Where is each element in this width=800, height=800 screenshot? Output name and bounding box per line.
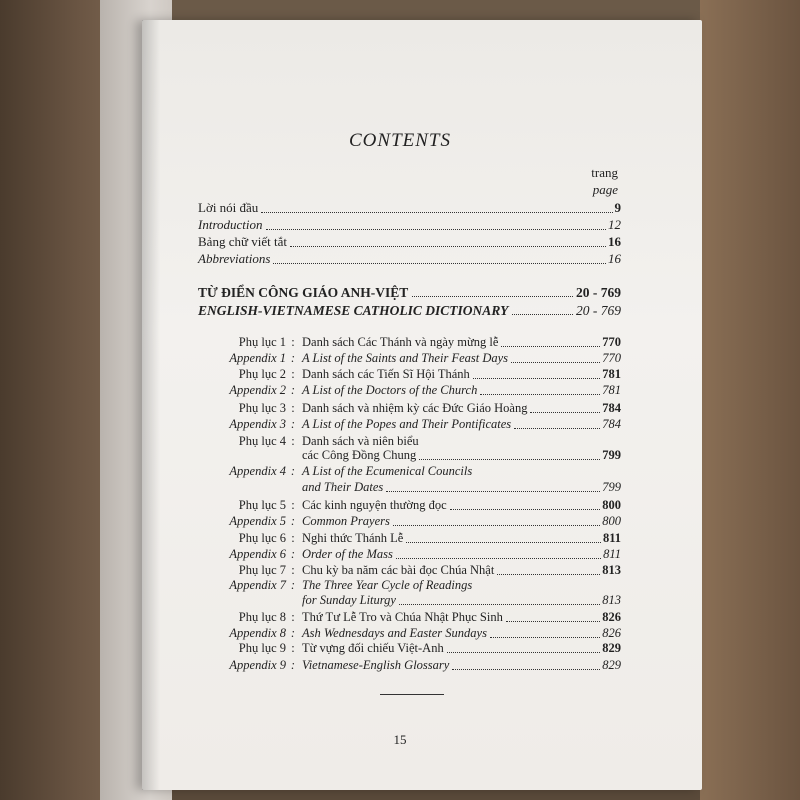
appendix-title: Chu kỳ ba năm các bài đọc Chúa Nhật bbox=[302, 563, 495, 577]
appendix-title: Vietnamese-English Glossary bbox=[302, 658, 450, 672]
appendix-colon: : bbox=[290, 514, 296, 528]
appendix-row bbox=[198, 625, 621, 641]
appendix-row bbox=[198, 513, 621, 529]
photo-background-right bbox=[700, 0, 800, 800]
appendix-colon: : bbox=[291, 335, 295, 349]
appendix-colon: : bbox=[290, 464, 296, 478]
toc-entry-label: TỪ ĐIỂN CÔNG GIÁO ANH-VIỆT bbox=[198, 285, 409, 300]
leader-dots bbox=[266, 229, 606, 230]
toc-entry-page: 12 bbox=[608, 217, 621, 232]
appendix-label: Phụ lục 8 bbox=[238, 610, 286, 624]
appendix-label: Appendix 8 bbox=[229, 626, 286, 640]
appendix-page: 799 bbox=[602, 448, 621, 462]
leader-dots bbox=[273, 263, 606, 264]
appendix-page: 770 bbox=[602, 351, 621, 365]
appendix-label: Appendix 9 bbox=[229, 658, 286, 672]
leader-dots bbox=[393, 525, 600, 526]
appendix-label: Phụ lục 4 bbox=[238, 434, 286, 448]
toc-entry-page: 16 bbox=[608, 234, 621, 249]
appendix-row bbox=[198, 416, 621, 432]
appendix-label: Phụ lục 5 bbox=[238, 498, 286, 512]
appendix-title: Common Prayers bbox=[302, 514, 390, 528]
leader-dots bbox=[514, 428, 600, 429]
appendix-label: Phụ lục 7 bbox=[238, 563, 286, 577]
appendix-title: Danh sách và nhiệm kỳ các Đức Giáo Hoàng bbox=[302, 401, 528, 415]
appendix-page: 784 bbox=[602, 401, 621, 415]
appendix-colon: : bbox=[290, 351, 296, 365]
appendix-label: Appendix 7 bbox=[229, 578, 286, 592]
appendix-row bbox=[198, 562, 621, 578]
appendix-row bbox=[198, 400, 621, 416]
appendix-colon: : bbox=[290, 547, 296, 561]
toc-entry-page: 9 bbox=[614, 200, 621, 215]
appendix-colon: : bbox=[290, 417, 296, 431]
appendix-colon: : bbox=[291, 641, 295, 655]
appendix-page: 781 bbox=[602, 383, 621, 397]
appendix-title: Order of the Mass bbox=[302, 547, 393, 561]
appendix-label: Appendix 6 bbox=[229, 547, 286, 561]
toc-entry-page: 16 bbox=[608, 251, 621, 266]
appendix-row bbox=[198, 479, 621, 495]
leader-dots bbox=[419, 459, 600, 460]
appendix-row bbox=[198, 640, 621, 656]
appendix-page: 826 bbox=[602, 626, 621, 640]
toc-entry-label: Introduction bbox=[198, 217, 263, 232]
appendix-title: A List of the Doctors of the Church bbox=[302, 383, 478, 397]
appendix-row bbox=[198, 463, 621, 479]
appendix-colon: : bbox=[290, 383, 296, 397]
appendix-page: 799 bbox=[602, 480, 621, 494]
toc-entry-label: Lời nói đầu bbox=[198, 200, 259, 215]
dictionary-entry-vi bbox=[198, 285, 621, 301]
leader-dots bbox=[480, 394, 600, 395]
appendix-title: Danh sách các Tiến Sĩ Hội Thánh bbox=[302, 367, 470, 381]
leader-dots bbox=[290, 246, 606, 247]
toc-entry-label: Bảng chữ viết tắt bbox=[198, 234, 287, 249]
appendix-title: Danh sách và niên biểu bbox=[302, 434, 419, 448]
toc-entry bbox=[198, 233, 621, 250]
leader-dots bbox=[450, 509, 601, 510]
appendix-page: 826 bbox=[602, 610, 621, 624]
contents-title: CONTENTS bbox=[349, 130, 451, 151]
appendix-row bbox=[198, 382, 621, 398]
appendix-title: Từ vựng đối chiếu Việt-Anh bbox=[302, 641, 444, 655]
appendix-title: The Three Year Cycle of Readings bbox=[302, 578, 473, 592]
leader-dots bbox=[473, 378, 600, 379]
appendix-row bbox=[198, 366, 621, 382]
appendix-title: A List of the Popes and Their Pontificates bbox=[302, 417, 512, 431]
leader-dots bbox=[412, 296, 573, 297]
leader-dots bbox=[497, 574, 600, 575]
leader-dots bbox=[506, 621, 600, 622]
appendix-row bbox=[198, 577, 621, 593]
appendix-colon: : bbox=[291, 563, 295, 577]
appendix-colon: : bbox=[291, 610, 295, 624]
toc-entry-label: Abbreviations bbox=[198, 251, 271, 266]
appendix-title: Thứ Tư Lễ Tro và Chúa Nhật Phục Sinh bbox=[302, 610, 503, 624]
appendix-page: 829 bbox=[602, 641, 621, 655]
toc-entry-page: 20 - 769 bbox=[576, 303, 621, 318]
appendix-row bbox=[198, 497, 621, 513]
appendix-page: 770 bbox=[602, 335, 621, 349]
appendix-page: 829 bbox=[602, 658, 621, 672]
leader-dots bbox=[501, 346, 600, 347]
page-number: 15 bbox=[393, 732, 407, 747]
appendix-label: Phụ lục 9 bbox=[238, 641, 286, 655]
appendix-row bbox=[198, 609, 621, 625]
appendix-label: Phụ lục 1 bbox=[238, 335, 286, 349]
appendix-label: Phụ lục 6 bbox=[238, 531, 286, 545]
toc-entry bbox=[198, 199, 621, 216]
appendix-page: 800 bbox=[602, 514, 621, 528]
appendix-row bbox=[198, 530, 621, 546]
leader-dots bbox=[399, 604, 600, 605]
leader-dots bbox=[406, 542, 601, 543]
appendix-row bbox=[198, 350, 621, 366]
appendix-label: Phụ lục 3 bbox=[238, 401, 286, 415]
appendix-page: 784 bbox=[602, 417, 621, 431]
column-header-page: page bbox=[592, 182, 618, 197]
leader-dots bbox=[530, 412, 600, 413]
leader-dots bbox=[490, 637, 600, 638]
appendix-page: 781 bbox=[602, 367, 621, 381]
appendix-colon: : bbox=[290, 658, 296, 672]
appendix-label: Appendix 3 bbox=[229, 417, 286, 431]
appendix-label: Appendix 5 bbox=[229, 514, 286, 528]
appendix-colon: : bbox=[291, 498, 295, 512]
appendix-row bbox=[198, 447, 621, 463]
appendix-page: 813 bbox=[602, 563, 621, 577]
appendix-title: and Their Dates bbox=[302, 480, 384, 494]
appendix-colon: : bbox=[291, 434, 295, 448]
appendix-title: các Công Đồng Chung bbox=[302, 448, 417, 462]
leader-dots bbox=[396, 558, 601, 559]
leader-dots bbox=[452, 669, 600, 670]
appendix-colon: : bbox=[291, 531, 295, 545]
appendix-title: Danh sách Các Thánh và ngày mừng lễ bbox=[302, 335, 499, 349]
leader-dots bbox=[511, 362, 600, 363]
appendix-page: 811 bbox=[603, 547, 621, 561]
leader-dots bbox=[447, 652, 601, 653]
appendix-label: Phụ lục 2 bbox=[238, 367, 286, 381]
appendix-title: A List of the Ecumenical Councils bbox=[302, 464, 473, 478]
appendix-label: Appendix 1 bbox=[229, 351, 286, 365]
appendix-title: Các kinh nguyện thường đọc bbox=[302, 498, 447, 512]
column-header-trang: trang bbox=[591, 165, 618, 180]
end-rule bbox=[380, 694, 444, 695]
appendix-row bbox=[198, 657, 621, 673]
toc-entry bbox=[198, 216, 621, 233]
leader-dots bbox=[512, 314, 573, 315]
appendix-title: Ash Wednesdays and Easter Sundays bbox=[302, 626, 487, 640]
appendix-page: 811 bbox=[602, 531, 621, 545]
appendix-title: A List of the Saints and Their Feast Days bbox=[302, 351, 509, 365]
appendix-colon: : bbox=[291, 401, 295, 415]
appendix-title: for Sunday Liturgy bbox=[302, 593, 396, 607]
appendix-page: 800 bbox=[602, 498, 621, 512]
toc-entry-label: ENGLISH-VIETNAMESE CATHOLIC DICTIONARY bbox=[198, 303, 509, 318]
appendix-row bbox=[198, 334, 621, 350]
appendix-title: Nghi thức Thánh Lễ bbox=[302, 531, 404, 545]
appendix-label: Appendix 2 bbox=[229, 383, 286, 397]
appendix-label: Appendix 4 bbox=[229, 464, 286, 478]
appendix-row bbox=[198, 546, 621, 562]
toc-entry bbox=[198, 250, 621, 267]
appendix-page: 813 bbox=[602, 593, 621, 607]
appendix-row bbox=[198, 592, 621, 608]
appendix-colon: : bbox=[290, 626, 296, 640]
dictionary-entry-en bbox=[198, 303, 621, 319]
leader-dots bbox=[386, 491, 600, 492]
appendix-colon: : bbox=[290, 578, 296, 592]
appendix-colon: : bbox=[291, 367, 295, 381]
leader-dots bbox=[261, 212, 612, 213]
toc-entry-page: 20 - 769 bbox=[576, 285, 621, 300]
